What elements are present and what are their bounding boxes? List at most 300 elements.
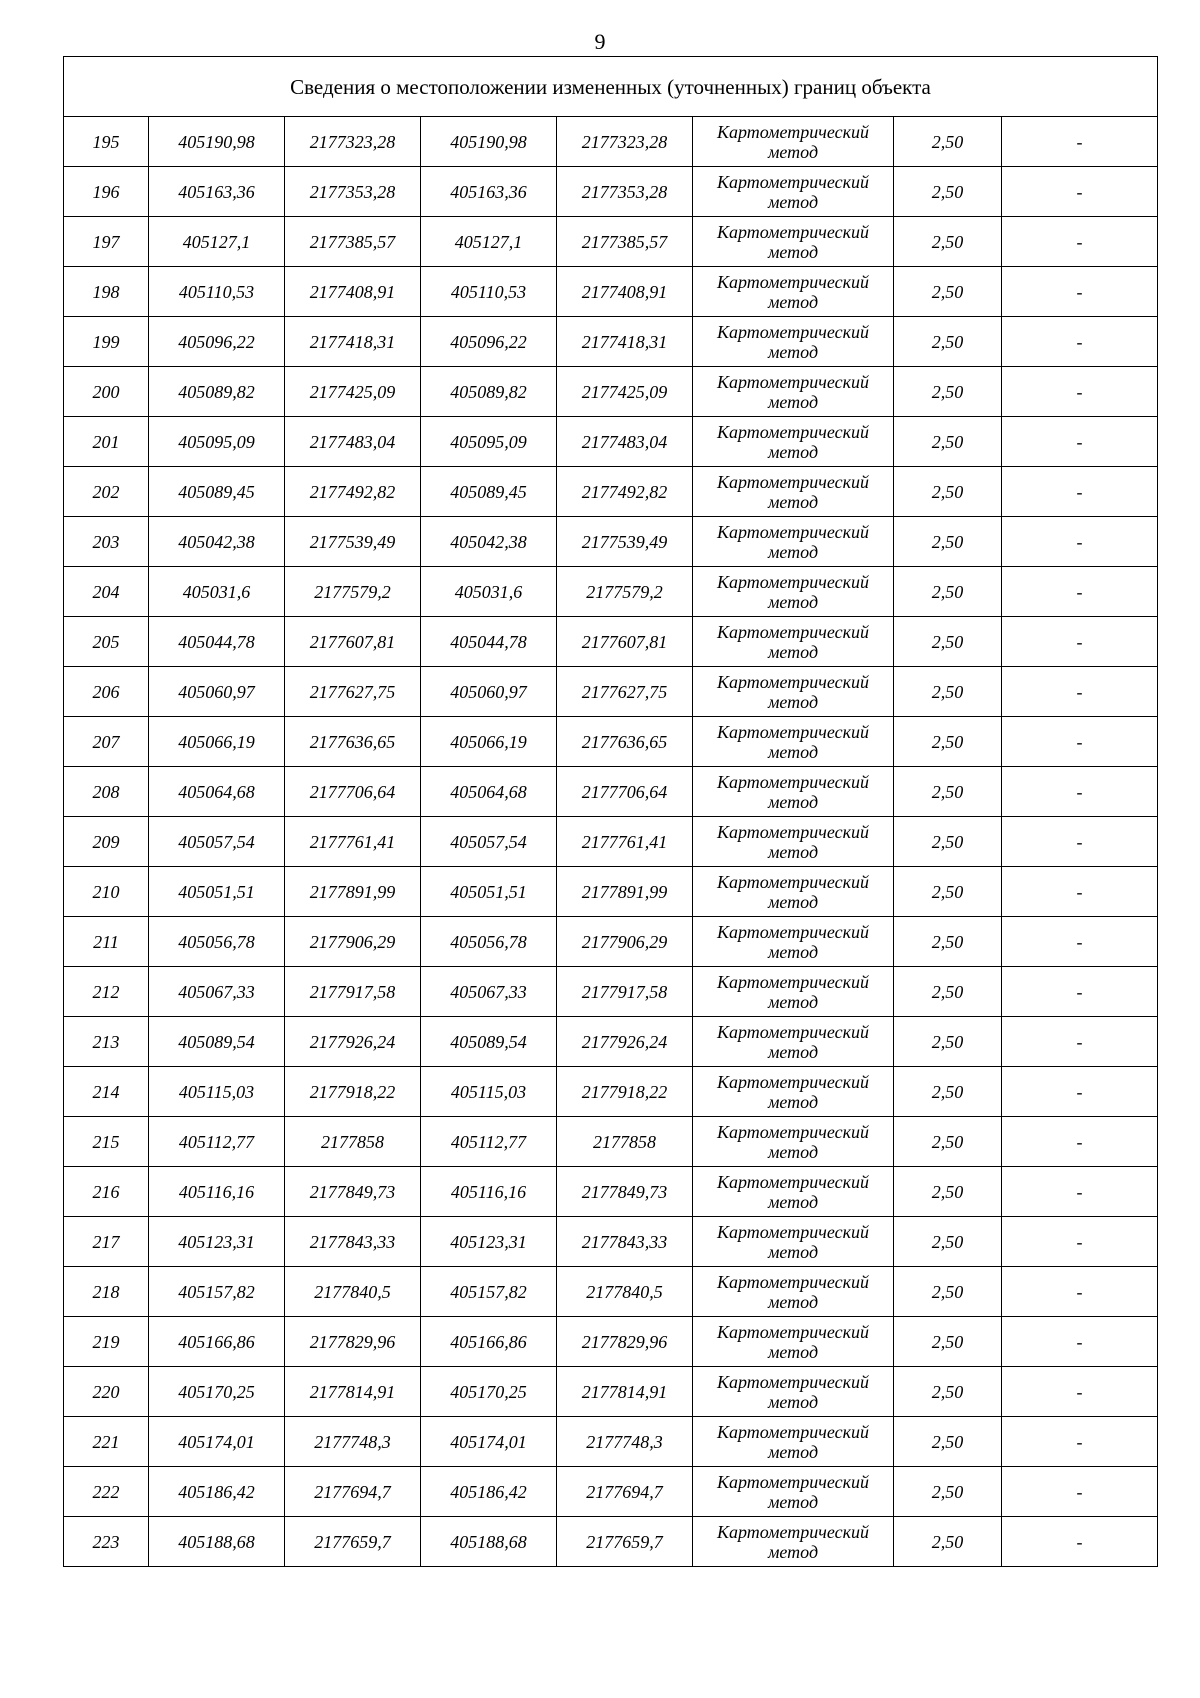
table-row xyxy=(64,517,1158,567)
method-cell xyxy=(693,1417,894,1467)
method-cell xyxy=(693,267,894,317)
existing-x-cell: 405044,78 xyxy=(149,617,285,667)
method-line-1: Картометрический xyxy=(716,1171,869,1192)
refined-y-cell: 2177761,41 xyxy=(557,817,693,867)
method-line-2: метод xyxy=(767,741,819,762)
method-cell xyxy=(693,1017,894,1067)
method-line-1: Картометрический xyxy=(716,1071,869,1092)
table-row xyxy=(64,1317,1158,1367)
table-row xyxy=(64,417,1158,467)
refined-x-cell: 405123,31 xyxy=(421,1217,557,1267)
refined-x-cell: 405174,01 xyxy=(421,1417,557,1467)
existing-x-cell: 405186,42 xyxy=(149,1467,285,1517)
existing-y-cell: 2177385,57 xyxy=(285,217,421,267)
point-number-cell: 201 xyxy=(64,417,149,467)
method-line-2: метод xyxy=(767,1191,819,1212)
method-line-2: метод xyxy=(767,441,819,462)
point-number-cell: 208 xyxy=(64,767,149,817)
refined-y-cell: 2177385,57 xyxy=(557,217,693,267)
method-cell xyxy=(693,667,894,717)
refined-y-cell: 2177483,04 xyxy=(557,417,693,467)
method-cell xyxy=(693,717,894,767)
table-row xyxy=(64,467,1158,517)
method-line-2: метод xyxy=(767,1541,819,1562)
method-line-2: метод xyxy=(767,491,819,512)
existing-x-cell: 405042,38 xyxy=(149,517,285,567)
refined-x-cell: 405042,38 xyxy=(421,517,557,567)
existing-y-cell: 2177891,99 xyxy=(285,867,421,917)
method-line-1: Картометрический xyxy=(716,521,869,542)
refined-y-cell: 2177659,7 xyxy=(557,1517,693,1567)
point-number-cell: 210 xyxy=(64,867,149,917)
accuracy-cell: 2,50 xyxy=(894,967,1002,1017)
refined-y-cell: 2177492,82 xyxy=(557,467,693,517)
method-line-2: метод xyxy=(767,941,819,962)
note-cell: - xyxy=(1002,667,1158,717)
method-line-1: Картометрический xyxy=(716,971,869,992)
method-line-2: метод xyxy=(767,1041,819,1062)
method-cell xyxy=(693,1367,894,1417)
note-cell: - xyxy=(1002,1517,1158,1567)
method-line-1: Картометрический xyxy=(716,1271,869,1292)
method-line-1: Картометрический xyxy=(716,471,869,492)
note-cell: - xyxy=(1002,1017,1158,1067)
table-row xyxy=(64,1217,1158,1267)
table-row xyxy=(64,1267,1158,1317)
refined-y-cell: 2177814,91 xyxy=(557,1367,693,1417)
refined-x-cell: 405127,1 xyxy=(421,217,557,267)
existing-y-cell: 2177492,82 xyxy=(285,467,421,517)
accuracy-cell: 2,50 xyxy=(894,917,1002,967)
point-number-cell: 216 xyxy=(64,1167,149,1217)
method-line-2: метод xyxy=(767,1441,819,1462)
point-number-cell: 206 xyxy=(64,667,149,717)
method-cell xyxy=(693,467,894,517)
table-row xyxy=(64,817,1158,867)
existing-y-cell: 2177829,96 xyxy=(285,1317,421,1367)
accuracy-cell: 2,50 xyxy=(894,717,1002,767)
refined-y-cell: 2177858 xyxy=(557,1117,693,1167)
method-line-1: Картометрический xyxy=(716,1421,869,1442)
method-line-1: Картометрический xyxy=(716,571,869,592)
refined-x-cell: 405112,77 xyxy=(421,1117,557,1167)
table-row xyxy=(64,667,1158,717)
method-line-1: Картометрический xyxy=(716,1371,869,1392)
method-line-2: метод xyxy=(767,1141,819,1162)
point-number-cell: 197 xyxy=(64,217,149,267)
refined-y-cell: 2177418,31 xyxy=(557,317,693,367)
point-number-cell: 202 xyxy=(64,467,149,517)
existing-y-cell: 2177323,28 xyxy=(285,117,421,167)
method-line-1: Картометрический xyxy=(716,921,869,942)
accuracy-cell: 2,50 xyxy=(894,567,1002,617)
method-line-2: метод xyxy=(767,1341,819,1362)
accuracy-cell: 2,50 xyxy=(894,267,1002,317)
existing-y-cell: 2177843,33 xyxy=(285,1217,421,1267)
point-number-cell: 220 xyxy=(64,1367,149,1417)
table-row xyxy=(64,1067,1158,1117)
boundary-coordinates-table xyxy=(63,56,1158,1567)
existing-x-cell: 405174,01 xyxy=(149,1417,285,1467)
point-number-cell: 223 xyxy=(64,1517,149,1567)
method-line-1: Картометрический xyxy=(716,1521,869,1542)
method-line-1: Картометрический xyxy=(716,721,869,742)
refined-x-cell: 405089,54 xyxy=(421,1017,557,1067)
method-line-1: Картометрический xyxy=(716,821,869,842)
method-line-2: метод xyxy=(767,691,819,712)
method-line-2: метод xyxy=(767,1241,819,1262)
refined-y-cell: 2177829,96 xyxy=(557,1317,693,1367)
existing-x-cell: 405166,86 xyxy=(149,1317,285,1367)
existing-y-cell: 2177918,22 xyxy=(285,1067,421,1117)
method-cell xyxy=(693,567,894,617)
accuracy-cell: 2,50 xyxy=(894,667,1002,717)
existing-y-cell: 2177917,58 xyxy=(285,967,421,1017)
refined-x-cell: 405110,53 xyxy=(421,267,557,317)
note-cell: - xyxy=(1002,717,1158,767)
refined-y-cell: 2177408,91 xyxy=(557,267,693,317)
refined-x-cell: 405064,68 xyxy=(421,767,557,817)
method-line-2: метод xyxy=(767,1291,819,1312)
existing-x-cell: 405115,03 xyxy=(149,1067,285,1117)
note-cell: - xyxy=(1002,1417,1158,1467)
existing-x-cell: 405064,68 xyxy=(149,767,285,817)
method-line-1: Картометрический xyxy=(716,871,869,892)
page-number: 9 xyxy=(594,29,606,54)
table-row xyxy=(64,317,1158,367)
method-cell xyxy=(693,917,894,967)
method-line-1: Картометрический xyxy=(716,321,869,342)
existing-y-cell: 2177636,65 xyxy=(285,717,421,767)
refined-x-cell: 405066,19 xyxy=(421,717,557,767)
refined-x-cell: 405031,6 xyxy=(421,567,557,617)
refined-x-cell: 405089,45 xyxy=(421,467,557,517)
method-cell xyxy=(693,867,894,917)
note-cell: - xyxy=(1002,767,1158,817)
method-cell xyxy=(693,417,894,467)
existing-x-cell: 405060,97 xyxy=(149,667,285,717)
note-cell: - xyxy=(1002,417,1158,467)
method-line-2: метод xyxy=(767,641,819,662)
refined-y-cell: 2177906,29 xyxy=(557,917,693,967)
method-cell xyxy=(693,1167,894,1217)
refined-x-cell: 405051,51 xyxy=(421,867,557,917)
point-number-cell: 205 xyxy=(64,617,149,667)
existing-y-cell: 2177353,28 xyxy=(285,167,421,217)
note-cell: - xyxy=(1002,917,1158,967)
refined-y-cell: 2177627,75 xyxy=(557,667,693,717)
method-line-1: Картометрический xyxy=(716,171,869,192)
note-cell: - xyxy=(1002,517,1158,567)
refined-x-cell: 405089,82 xyxy=(421,367,557,417)
note-cell: - xyxy=(1002,1467,1158,1517)
method-line-1: Картометрический xyxy=(716,671,869,692)
table-row xyxy=(64,367,1158,417)
method-cell xyxy=(693,1217,894,1267)
accuracy-cell: 2,50 xyxy=(894,217,1002,267)
refined-x-cell: 405157,82 xyxy=(421,1267,557,1317)
method-cell xyxy=(693,117,894,167)
method-cell xyxy=(693,517,894,567)
existing-y-cell: 2177840,5 xyxy=(285,1267,421,1317)
existing-x-cell: 405110,53 xyxy=(149,267,285,317)
method-line-1: Картометрический xyxy=(716,1321,869,1342)
table-row xyxy=(64,1417,1158,1467)
refined-x-cell: 405095,09 xyxy=(421,417,557,467)
existing-y-cell: 2177858 xyxy=(285,1117,421,1167)
accuracy-cell: 2,50 xyxy=(894,817,1002,867)
point-number-cell: 209 xyxy=(64,817,149,867)
existing-x-cell: 405089,82 xyxy=(149,367,285,417)
existing-x-cell: 405163,36 xyxy=(149,167,285,217)
point-number-cell: 196 xyxy=(64,167,149,217)
refined-y-cell: 2177840,5 xyxy=(557,1267,693,1317)
accuracy-cell: 2,50 xyxy=(894,617,1002,667)
point-number-cell: 221 xyxy=(64,1417,149,1467)
note-cell: - xyxy=(1002,217,1158,267)
point-number-cell: 204 xyxy=(64,567,149,617)
accuracy-cell: 2,50 xyxy=(894,1417,1002,1467)
note-cell: - xyxy=(1002,1167,1158,1217)
table-row xyxy=(64,567,1158,617)
method-cell xyxy=(693,367,894,417)
method-cell xyxy=(693,217,894,267)
point-number-cell: 212 xyxy=(64,967,149,1017)
existing-y-cell: 2177607,81 xyxy=(285,617,421,667)
existing-x-cell: 405056,78 xyxy=(149,917,285,967)
accuracy-cell: 2,50 xyxy=(894,1367,1002,1417)
table-row xyxy=(64,217,1158,267)
existing-x-cell: 405031,6 xyxy=(149,567,285,617)
existing-x-cell: 405116,16 xyxy=(149,1167,285,1217)
method-line-2: метод xyxy=(767,141,819,162)
method-line-1: Картометрический xyxy=(716,771,869,792)
existing-y-cell: 2177761,41 xyxy=(285,817,421,867)
refined-y-cell: 2177918,22 xyxy=(557,1067,693,1117)
method-cell xyxy=(693,1117,894,1167)
existing-y-cell: 2177418,31 xyxy=(285,317,421,367)
refined-y-cell: 2177926,24 xyxy=(557,1017,693,1067)
method-line-2: метод xyxy=(767,841,819,862)
existing-x-cell: 405123,31 xyxy=(149,1217,285,1267)
refined-y-cell: 2177579,2 xyxy=(557,567,693,617)
table-row xyxy=(64,767,1158,817)
refined-x-cell: 405067,33 xyxy=(421,967,557,1017)
table-row xyxy=(64,1367,1158,1417)
refined-x-cell: 405096,22 xyxy=(421,317,557,367)
note-cell: - xyxy=(1002,1317,1158,1367)
refined-y-cell: 2177706,64 xyxy=(557,767,693,817)
method-line-2: метод xyxy=(767,991,819,1012)
method-cell xyxy=(693,167,894,217)
table-row xyxy=(64,267,1158,317)
table-row xyxy=(64,1467,1158,1517)
existing-x-cell: 405095,09 xyxy=(149,417,285,467)
existing-x-cell: 405157,82 xyxy=(149,1267,285,1317)
existing-x-cell: 405089,45 xyxy=(149,467,285,517)
existing-y-cell: 2177849,73 xyxy=(285,1167,421,1217)
point-number-cell: 195 xyxy=(64,117,149,167)
point-number-cell: 213 xyxy=(64,1017,149,1067)
accuracy-cell: 2,50 xyxy=(894,367,1002,417)
existing-y-cell: 2177539,49 xyxy=(285,517,421,567)
method-line-1: Картометрический xyxy=(716,1221,869,1242)
point-number-cell: 222 xyxy=(64,1467,149,1517)
accuracy-cell: 2,50 xyxy=(894,1217,1002,1267)
method-line-2: метод xyxy=(767,591,819,612)
accuracy-cell: 2,50 xyxy=(894,1167,1002,1217)
refined-y-cell: 2177849,73 xyxy=(557,1167,693,1217)
existing-x-cell: 405188,68 xyxy=(149,1517,285,1567)
accuracy-cell: 2,50 xyxy=(894,767,1002,817)
accuracy-cell: 2,50 xyxy=(894,467,1002,517)
accuracy-cell: 2,50 xyxy=(894,867,1002,917)
refined-y-cell: 2177843,33 xyxy=(557,1217,693,1267)
point-number-cell: 200 xyxy=(64,367,149,417)
table-row xyxy=(64,1117,1158,1167)
note-cell: - xyxy=(1002,967,1158,1017)
point-number-cell: 198 xyxy=(64,267,149,317)
existing-y-cell: 2177408,91 xyxy=(285,267,421,317)
refined-y-cell: 2177353,28 xyxy=(557,167,693,217)
refined-x-cell: 405190,98 xyxy=(421,117,557,167)
method-line-1: Картометрический xyxy=(716,1121,869,1142)
method-line-2: метод xyxy=(767,391,819,412)
existing-y-cell: 2177706,64 xyxy=(285,767,421,817)
table-title-row xyxy=(64,57,1158,117)
accuracy-cell: 2,50 xyxy=(894,317,1002,367)
refined-x-cell: 405056,78 xyxy=(421,917,557,967)
method-line-2: метод xyxy=(767,341,819,362)
method-line-2: метод xyxy=(767,241,819,262)
existing-y-cell: 2177694,7 xyxy=(285,1467,421,1517)
table-row xyxy=(64,167,1158,217)
method-line-1: Картометрический xyxy=(716,421,869,442)
method-cell xyxy=(693,1517,894,1567)
existing-x-cell: 405127,1 xyxy=(149,217,285,267)
note-cell: - xyxy=(1002,467,1158,517)
refined-x-cell: 405186,42 xyxy=(421,1467,557,1517)
refined-y-cell: 2177323,28 xyxy=(557,117,693,167)
method-line-2: метод xyxy=(767,1091,819,1112)
method-line-1: Картометрический xyxy=(716,1021,869,1042)
note-cell: - xyxy=(1002,567,1158,617)
method-line-1: Картометрический xyxy=(716,1471,869,1492)
refined-x-cell: 405044,78 xyxy=(421,617,557,667)
refined-x-cell: 405060,97 xyxy=(421,667,557,717)
existing-x-cell: 405112,77 xyxy=(149,1117,285,1167)
method-line-2: метод xyxy=(767,191,819,212)
refined-x-cell: 405170,25 xyxy=(421,1367,557,1417)
table-row xyxy=(64,867,1158,917)
point-number-cell: 219 xyxy=(64,1317,149,1367)
accuracy-cell: 2,50 xyxy=(894,1267,1002,1317)
accuracy-cell: 2,50 xyxy=(894,1467,1002,1517)
table-row xyxy=(64,1517,1158,1567)
method-cell xyxy=(693,1467,894,1517)
existing-x-cell: 405067,33 xyxy=(149,967,285,1017)
method-cell xyxy=(693,1067,894,1117)
existing-y-cell: 2177906,29 xyxy=(285,917,421,967)
refined-y-cell: 2177694,7 xyxy=(557,1467,693,1517)
refined-x-cell: 405188,68 xyxy=(421,1517,557,1567)
method-cell xyxy=(693,1267,894,1317)
note-cell: - xyxy=(1002,1217,1158,1267)
existing-x-cell: 405096,22 xyxy=(149,317,285,367)
refined-x-cell: 405163,36 xyxy=(421,167,557,217)
note-cell: - xyxy=(1002,617,1158,667)
existing-y-cell: 2177627,75 xyxy=(285,667,421,717)
method-line-1: Картометрический xyxy=(716,221,869,242)
method-line-2: метод xyxy=(767,1391,819,1412)
note-cell: - xyxy=(1002,867,1158,917)
existing-y-cell: 2177483,04 xyxy=(285,417,421,467)
table-row xyxy=(64,917,1158,967)
accuracy-cell: 2,50 xyxy=(894,1117,1002,1167)
accuracy-cell: 2,50 xyxy=(894,167,1002,217)
existing-y-cell: 2177748,3 xyxy=(285,1417,421,1467)
method-cell xyxy=(693,967,894,1017)
refined-y-cell: 2177748,3 xyxy=(557,1417,693,1467)
table-row xyxy=(64,717,1158,767)
refined-x-cell: 405057,54 xyxy=(421,817,557,867)
existing-y-cell: 2177579,2 xyxy=(285,567,421,617)
note-cell: - xyxy=(1002,117,1158,167)
existing-y-cell: 2177814,91 xyxy=(285,1367,421,1417)
note-cell: - xyxy=(1002,1067,1158,1117)
accuracy-cell: 2,50 xyxy=(894,417,1002,467)
accuracy-cell: 2,50 xyxy=(894,1067,1002,1117)
method-cell xyxy=(693,317,894,367)
point-number-cell: 214 xyxy=(64,1067,149,1117)
refined-y-cell: 2177636,65 xyxy=(557,717,693,767)
note-cell: - xyxy=(1002,317,1158,367)
method-line-1: Картометрический xyxy=(716,621,869,642)
accuracy-cell: 2,50 xyxy=(894,1017,1002,1067)
refined-y-cell: 2177607,81 xyxy=(557,617,693,667)
point-number-cell: 199 xyxy=(64,317,149,367)
method-line-2: метод xyxy=(767,1491,819,1512)
note-cell: - xyxy=(1002,267,1158,317)
point-number-cell: 207 xyxy=(64,717,149,767)
accuracy-cell: 2,50 xyxy=(894,1517,1002,1567)
method-cell xyxy=(693,1317,894,1367)
note-cell: - xyxy=(1002,1367,1158,1417)
point-number-cell: 218 xyxy=(64,1267,149,1317)
refined-y-cell: 2177539,49 xyxy=(557,517,693,567)
note-cell: - xyxy=(1002,367,1158,417)
point-number-cell: 211 xyxy=(64,917,149,967)
refined-y-cell: 2177917,58 xyxy=(557,967,693,1017)
method-cell xyxy=(693,767,894,817)
table-row xyxy=(64,1017,1158,1067)
method-line-2: метод xyxy=(767,891,819,912)
existing-x-cell: 405057,54 xyxy=(149,817,285,867)
refined-x-cell: 405115,03 xyxy=(421,1067,557,1117)
method-line-2: метод xyxy=(767,291,819,312)
method-line-2: метод xyxy=(767,791,819,812)
method-cell xyxy=(693,617,894,667)
accuracy-cell: 2,50 xyxy=(894,1317,1002,1367)
method-line-1: Картометрический xyxy=(716,121,869,142)
refined-x-cell: 405116,16 xyxy=(421,1167,557,1217)
table-row xyxy=(64,1167,1158,1217)
refined-y-cell: 2177425,09 xyxy=(557,367,693,417)
note-cell: - xyxy=(1002,1267,1158,1317)
method-line-2: метод xyxy=(767,541,819,562)
existing-y-cell: 2177425,09 xyxy=(285,367,421,417)
note-cell: - xyxy=(1002,817,1158,867)
